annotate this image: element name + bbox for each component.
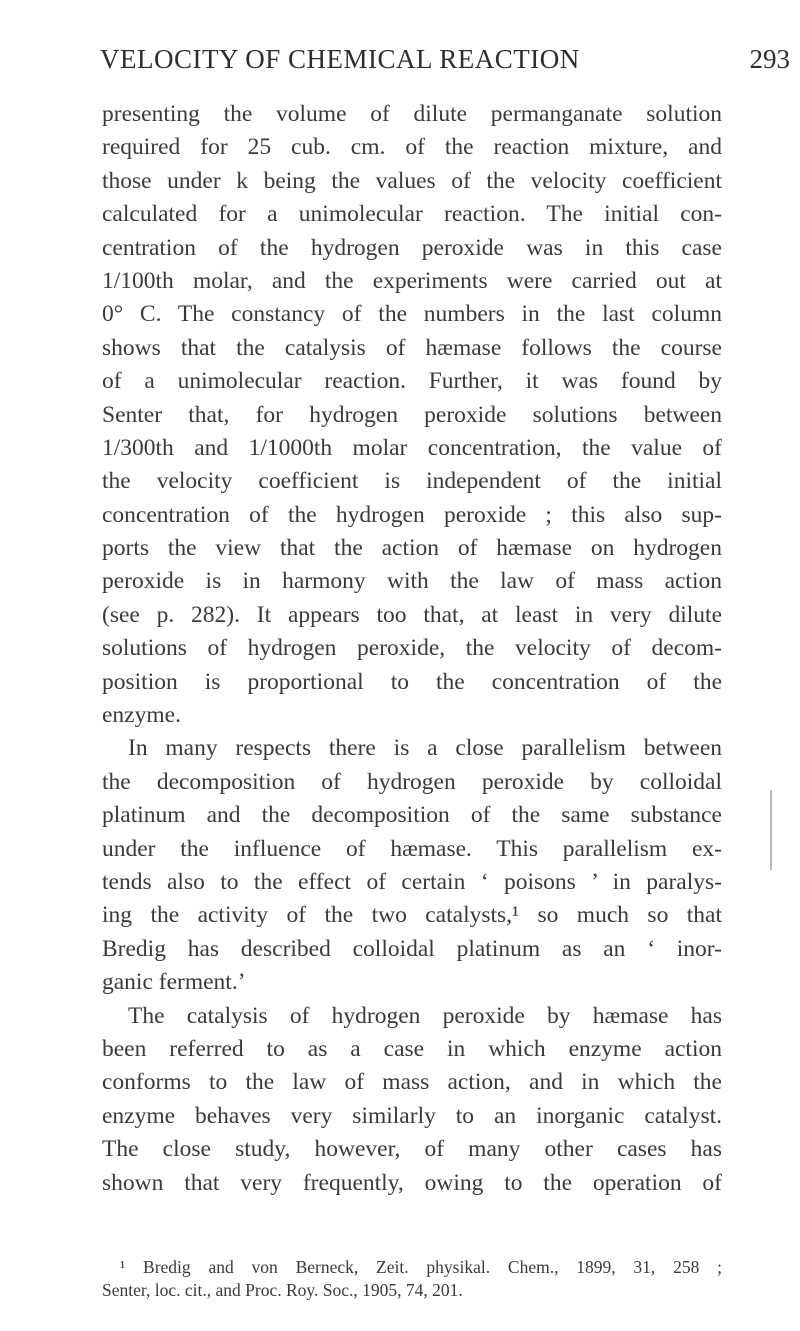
text-line: presenting the volume of dilute permanganate solution	[102, 101, 722, 127]
text-line: calculated for a unimolecular reaction. The initial con-	[102, 201, 722, 228]
text-line: platinum and the decomposition of the same substance	[102, 802, 722, 829]
page-header	[100, 44, 790, 88]
footnote-line: ¹ Bredig and von Berneck, Zeit. physikal. Chem., 1899, 31, 258 ;	[120, 1257, 722, 1277]
footnotes	[102, 1256, 722, 1302]
text-line: enzyme.	[102, 702, 181, 729]
body-text	[102, 98, 722, 1200]
text-line: The catalysis of hydrogen peroxide by hæmase has	[128, 1002, 722, 1029]
text-line: the velocity coefficient is independent of the initial	[102, 468, 722, 495]
text-line: centration of the hydrogen peroxide was in this case	[102, 234, 722, 261]
margin-mark	[770, 790, 776, 870]
text-line: been referred to as a case in which enzyme action	[102, 1035, 722, 1062]
text-line: Senter that, for hydrogen peroxide solutions between	[102, 401, 722, 428]
text-line: solutions of hydrogen peroxide, the velocity of decom-	[102, 635, 722, 662]
text-line: conforms to the law of mass action, and in which the	[102, 1069, 722, 1096]
text-line: those under k being the values of the velocity coefficient	[102, 167, 722, 194]
text-line: position is proportional to the concentration of the	[102, 668, 722, 695]
text-line: peroxide is in harmony with the law of mass action	[102, 568, 722, 595]
text-line: the decomposition of hydrogen peroxide by colloidal	[102, 768, 722, 795]
text-line: 1/100th molar, and the experiments were carried out at	[102, 267, 722, 294]
text-line: shows that the catalysis of hæmase follows the course	[102, 334, 722, 361]
text-line: The close study, however, of many other cases has	[102, 1136, 722, 1163]
text-line: ganic ferment.’	[102, 969, 246, 996]
text-line: concentration of the hydrogen peroxide ; this also sup-	[102, 501, 722, 528]
text-line: Bredig has described colloidal platinum as an ‘ inor-	[102, 935, 722, 962]
text-line: In many respects there is a close parallelism between	[128, 735, 722, 762]
text-line: ports the view that the action of hæmase on hydrogen	[102, 535, 722, 562]
text-line: enzyme behaves very similarly to an inorganic catalyst.	[102, 1102, 722, 1129]
text-line: shown that very frequently, owing to the operation of	[102, 1169, 722, 1196]
footnote-line: Senter, loc. cit., and Proc. Roy. Soc., 1905, 74, 201.	[102, 1280, 463, 1300]
text-line: tends also to the effect of certain ‘ poisons ’ in paralys-	[102, 868, 722, 895]
text-line: ing the activity of the two catalysts,¹ so much so that	[102, 902, 722, 929]
text-line: 1/300th and 1/1000th molar concentration, the value of	[102, 434, 722, 461]
running-title: VELOCITY OF CHEMICAL REACTION	[100, 44, 580, 74]
text-line: (see p. 282). It appears too that, at least in very dilute	[102, 601, 722, 628]
text-line: of a unimolecular reaction. Further, it was found by	[102, 368, 722, 395]
text-line: under the influence of hæmase. This parallelism ex-	[102, 835, 722, 862]
text-line: required for 25 cub. cm. of the reaction mixture, and	[102, 134, 722, 161]
page-number: 293	[749, 44, 790, 74]
text-line: 0° C. The constancy of the numbers in the last column	[102, 301, 722, 328]
